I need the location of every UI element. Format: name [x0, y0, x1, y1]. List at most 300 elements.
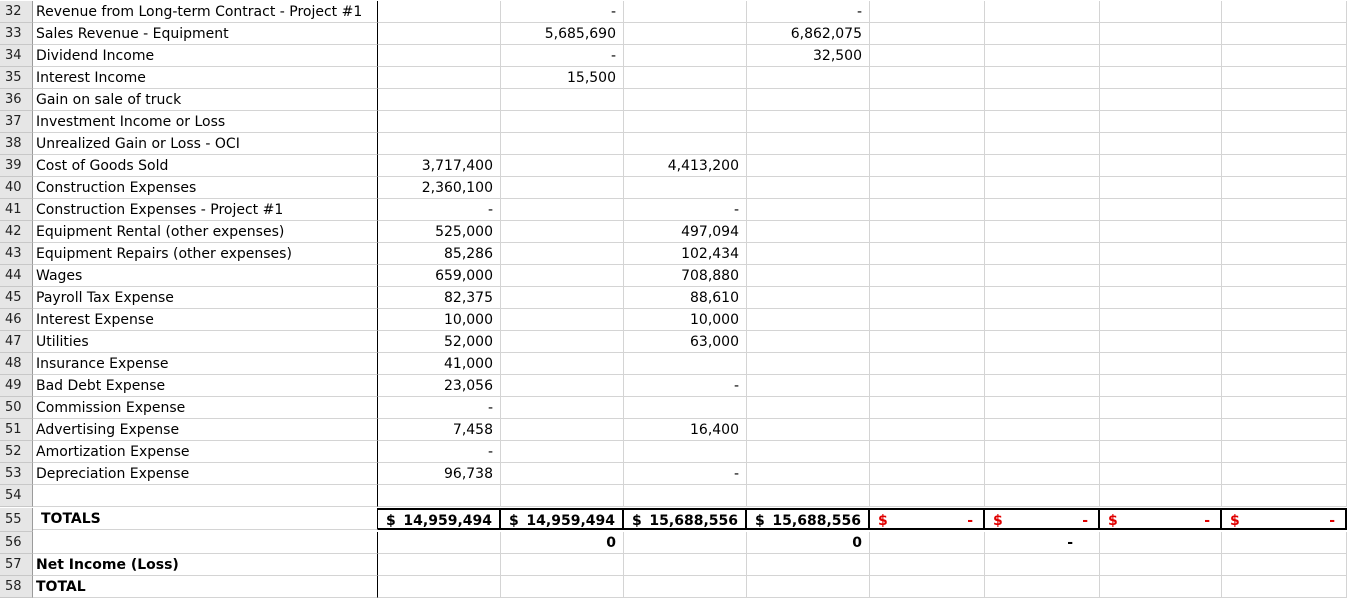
- value-cell[interactable]: [501, 331, 624, 353]
- currency-symbol: $: [386, 513, 396, 529]
- row-header[interactable]: 54: [0, 485, 33, 507]
- row-label[interactable]: Utilities: [33, 331, 378, 353]
- empty-cell[interactable]: [747, 576, 870, 598]
- value-cell[interactable]: [501, 177, 624, 199]
- value-cell[interactable]: 41,000: [378, 353, 501, 375]
- empty-cell[interactable]: [1100, 375, 1222, 397]
- value-cell[interactable]: [378, 1, 501, 23]
- empty-cell[interactable]: [985, 45, 1100, 67]
- empty-cell[interactable]: [1100, 576, 1222, 598]
- empty-cell[interactable]: [378, 485, 501, 507]
- value-cell[interactable]: 10,000: [624, 309, 747, 331]
- totals-label[interactable]: TOTALS: [33, 508, 378, 530]
- empty-cell[interactable]: [870, 485, 985, 507]
- value-cell[interactable]: [501, 155, 624, 177]
- empty-cell[interactable]: [985, 353, 1100, 375]
- value-cell[interactable]: 5,685,690: [501, 23, 624, 45]
- value-cell[interactable]: 4,413,200: [624, 155, 747, 177]
- value-cell[interactable]: [501, 463, 624, 485]
- row-header[interactable]: 48: [0, 353, 33, 375]
- value-cell[interactable]: [747, 133, 870, 155]
- empty-cell[interactable]: [870, 265, 985, 287]
- empty-cell[interactable]: [1222, 419, 1347, 441]
- row-header[interactable]: 40: [0, 177, 33, 199]
- empty-cell[interactable]: [1222, 441, 1347, 463]
- empty-cell[interactable]: [985, 133, 1100, 155]
- total-cell-empty[interactable]: [985, 508, 1100, 530]
- row-label[interactable]: Equipment Repairs (other expenses): [33, 243, 378, 265]
- row-label[interactable]: [33, 485, 378, 507]
- empty-cell[interactable]: [378, 576, 501, 598]
- empty-cell[interactable]: [870, 397, 985, 419]
- total-label[interactable]: TOTAL: [33, 576, 378, 598]
- total-cell[interactable]: [747, 508, 870, 530]
- empty-cell[interactable]: [870, 23, 985, 45]
- currency-symbol: $: [509, 513, 519, 529]
- value-cell[interactable]: [501, 221, 624, 243]
- value-cell[interactable]: [501, 287, 624, 309]
- value-cell[interactable]: [747, 265, 870, 287]
- row-label[interactable]: Investment Income or Loss: [33, 111, 378, 133]
- value-cell[interactable]: [624, 133, 747, 155]
- value-cell[interactable]: 88,610: [624, 287, 747, 309]
- currency-symbol: $: [878, 513, 888, 529]
- total-cell-empty[interactable]: [1222, 508, 1347, 530]
- row-label[interactable]: Sales Revenue - Equipment: [33, 23, 378, 45]
- row-header[interactable]: 58: [0, 576, 33, 598]
- total-value: 15,688,556: [649, 513, 738, 529]
- empty-cell[interactable]: [985, 177, 1100, 199]
- row-header[interactable]: 42: [0, 221, 33, 243]
- empty-cell[interactable]: [1100, 221, 1222, 243]
- empty-cell[interactable]: [870, 463, 985, 485]
- value-cell[interactable]: [747, 375, 870, 397]
- value-cell[interactable]: [501, 375, 624, 397]
- empty-cell[interactable]: [985, 309, 1100, 331]
- empty-cell[interactable]: [1100, 309, 1222, 331]
- empty-cell[interactable]: [1100, 485, 1222, 507]
- empty-cell[interactable]: [1222, 155, 1347, 177]
- empty-cell[interactable]: [1100, 463, 1222, 485]
- value-cell[interactable]: [501, 441, 624, 463]
- row-label[interactable]: Interest Expense: [33, 309, 378, 331]
- empty-cell[interactable]: [870, 353, 985, 375]
- empty-cell[interactable]: [870, 576, 985, 598]
- empty-cell[interactable]: [985, 331, 1100, 353]
- value-cell[interactable]: 82,375: [378, 287, 501, 309]
- empty-cell[interactable]: [1222, 133, 1347, 155]
- empty-cell[interactable]: [501, 485, 624, 507]
- empty-cell[interactable]: [1100, 199, 1222, 221]
- empty-cell[interactable]: [624, 532, 747, 554]
- empty-cell[interactable]: [985, 243, 1100, 265]
- row-header[interactable]: 34: [0, 45, 33, 67]
- empty-cell[interactable]: [985, 485, 1100, 507]
- empty-cell[interactable]: [870, 111, 985, 133]
- row-header[interactable]: 38: [0, 133, 33, 155]
- empty-cell[interactable]: [1222, 309, 1347, 331]
- row-header[interactable]: 36: [0, 89, 33, 111]
- sheet-row: [0, 532, 1347, 554]
- value-cell[interactable]: [624, 111, 747, 133]
- empty-cell[interactable]: [870, 243, 985, 265]
- empty-cell[interactable]: [985, 441, 1100, 463]
- empty-cell[interactable]: [747, 554, 870, 576]
- value-cell[interactable]: -: [747, 1, 870, 23]
- row-header[interactable]: 51: [0, 419, 33, 441]
- empty-cell[interactable]: [985, 419, 1100, 441]
- row-label[interactable]: Dividend Income: [33, 45, 378, 67]
- value-cell[interactable]: 7,458: [378, 419, 501, 441]
- row-label[interactable]: [33, 532, 378, 554]
- empty-cell[interactable]: [1100, 111, 1222, 133]
- row-header[interactable]: 56: [0, 532, 33, 554]
- value-cell[interactable]: [501, 309, 624, 331]
- sheet-row: [0, 485, 1347, 507]
- value-cell[interactable]: 85,286: [378, 243, 501, 265]
- value-cell[interactable]: [501, 265, 624, 287]
- value-cell[interactable]: [378, 45, 501, 67]
- empty-cell[interactable]: [870, 375, 985, 397]
- row-header[interactable]: 41: [0, 199, 33, 221]
- value-cell[interactable]: 63,000: [624, 331, 747, 353]
- value-cell[interactable]: [624, 177, 747, 199]
- value-cell[interactable]: 23,056: [378, 375, 501, 397]
- row-header[interactable]: 32: [0, 1, 33, 23]
- value-cell[interactable]: 10,000: [378, 309, 501, 331]
- value-cell[interactable]: [501, 243, 624, 265]
- row-label[interactable]: Commission Expense: [33, 397, 378, 419]
- value-cell[interactable]: [378, 67, 501, 89]
- value-cell[interactable]: -: [624, 375, 747, 397]
- row-header[interactable]: 49: [0, 375, 33, 397]
- empty-cell[interactable]: [870, 309, 985, 331]
- row-label[interactable]: Payroll Tax Expense: [33, 287, 378, 309]
- empty-cell[interactable]: [985, 397, 1100, 419]
- empty-cell[interactable]: [1100, 45, 1222, 67]
- empty-cell[interactable]: [985, 1, 1100, 23]
- empty-cell[interactable]: [1222, 67, 1347, 89]
- value-cell[interactable]: 52,000: [378, 331, 501, 353]
- empty-cell[interactable]: [1100, 243, 1222, 265]
- row-label[interactable]: Bad Debt Expense: [33, 375, 378, 397]
- value-cell[interactable]: 32,500: [747, 45, 870, 67]
- empty-cell[interactable]: [1100, 353, 1222, 375]
- empty-cell[interactable]: [985, 576, 1100, 598]
- empty-cell[interactable]: [1222, 199, 1347, 221]
- row-header[interactable]: 45: [0, 287, 33, 309]
- value-cell[interactable]: [501, 199, 624, 221]
- value-cell[interactable]: 659,000: [378, 265, 501, 287]
- value-cell[interactable]: [747, 397, 870, 419]
- empty-cell[interactable]: [1222, 375, 1347, 397]
- value-cell[interactable]: -: [501, 1, 624, 23]
- row-label[interactable]: Construction Expenses - Project #1: [33, 199, 378, 221]
- empty-cell[interactable]: [1222, 397, 1347, 419]
- empty-cell[interactable]: [1100, 23, 1222, 45]
- value-cell[interactable]: 525,000: [378, 221, 501, 243]
- value-cell[interactable]: 15,500: [501, 67, 624, 89]
- value-cell[interactable]: [624, 1, 747, 23]
- value-cell[interactable]: [747, 221, 870, 243]
- empty-cell[interactable]: [870, 554, 985, 576]
- empty-cell[interactable]: [985, 554, 1100, 576]
- empty-cell[interactable]: [985, 221, 1100, 243]
- row-header[interactable]: 53: [0, 463, 33, 485]
- empty-cell[interactable]: [985, 155, 1100, 177]
- empty-cell[interactable]: [870, 441, 985, 463]
- sheet-row: [0, 199, 1347, 221]
- total-cell-empty[interactable]: [1100, 508, 1222, 530]
- empty-cell[interactable]: [1100, 397, 1222, 419]
- empty-cell[interactable]: [501, 554, 624, 576]
- row-header[interactable]: 35: [0, 67, 33, 89]
- value-cell[interactable]: [501, 89, 624, 111]
- empty-cell[interactable]: [985, 67, 1100, 89]
- row-label[interactable]: Revenue from Long-term Contract - Project #1: [33, 1, 378, 23]
- empty-cell[interactable]: [1100, 419, 1222, 441]
- sheet-row: [0, 353, 1347, 375]
- row-header[interactable]: 47: [0, 331, 33, 353]
- value-cell[interactable]: [747, 111, 870, 133]
- value-cell[interactable]: [501, 419, 624, 441]
- currency-symbol: $: [993, 513, 1003, 529]
- currency-symbol: $: [1230, 513, 1240, 529]
- total-value: 14,959,494: [403, 513, 492, 529]
- sheet-row: [0, 243, 1347, 265]
- empty-cell[interactable]: [870, 331, 985, 353]
- value-cell[interactable]: [501, 133, 624, 155]
- sheet-row: [0, 111, 1347, 133]
- sheet-row: [0, 67, 1347, 89]
- dash-value: -: [1329, 513, 1335, 529]
- value-cell[interactable]: -: [501, 45, 624, 67]
- value-cell[interactable]: 16,400: [624, 419, 747, 441]
- empty-cell[interactable]: [1222, 243, 1347, 265]
- value-cell[interactable]: [378, 111, 501, 133]
- value-cell[interactable]: -: [378, 397, 501, 419]
- empty-cell[interactable]: [870, 221, 985, 243]
- row-label[interactable]: Construction Expenses: [33, 177, 378, 199]
- empty-cell[interactable]: [1222, 265, 1347, 287]
- empty-cell[interactable]: [1100, 287, 1222, 309]
- empty-cell[interactable]: [870, 1, 985, 23]
- empty-cell[interactable]: [985, 375, 1100, 397]
- row-header[interactable]: 50: [0, 397, 33, 419]
- value-cell[interactable]: -: [378, 199, 501, 221]
- empty-cell[interactable]: [870, 532, 985, 554]
- value-cell[interactable]: [747, 331, 870, 353]
- empty-cell[interactable]: [1100, 532, 1222, 554]
- empty-cell[interactable]: [870, 177, 985, 199]
- value-cell[interactable]: [747, 463, 870, 485]
- empty-cell[interactable]: [1100, 89, 1222, 111]
- empty-cell[interactable]: [1222, 111, 1347, 133]
- value-cell[interactable]: [624, 89, 747, 111]
- empty-cell[interactable]: [1100, 155, 1222, 177]
- empty-cell[interactable]: [378, 532, 501, 554]
- value-cell[interactable]: [378, 89, 501, 111]
- row-label[interactable]: Cost of Goods Sold: [33, 155, 378, 177]
- empty-cell[interactable]: [985, 463, 1100, 485]
- value-cell[interactable]: 96,738: [378, 463, 501, 485]
- row-header[interactable]: 57: [0, 554, 33, 576]
- currency-symbol: $: [632, 513, 642, 529]
- row-label[interactable]: Depreciation Expense: [33, 463, 378, 485]
- empty-cell[interactable]: [985, 287, 1100, 309]
- empty-cell[interactable]: [1100, 1, 1222, 23]
- empty-cell[interactable]: [985, 111, 1100, 133]
- empty-cell[interactable]: [378, 554, 501, 576]
- value-cell[interactable]: [747, 67, 870, 89]
- row-header[interactable]: 55: [0, 508, 33, 532]
- value-cell[interactable]: [747, 353, 870, 375]
- empty-cell[interactable]: [1222, 463, 1347, 485]
- value-cell[interactable]: [747, 199, 870, 221]
- total-cell-empty[interactable]: [870, 508, 985, 530]
- empty-cell[interactable]: [624, 485, 747, 507]
- total-cell[interactable]: [624, 508, 747, 530]
- empty-cell[interactable]: [1222, 485, 1347, 507]
- empty-cell[interactable]: [985, 199, 1100, 221]
- currency-symbol: $: [1108, 513, 1118, 529]
- row-label[interactable]: Equipment Rental (other expenses): [33, 221, 378, 243]
- value-cell[interactable]: [747, 89, 870, 111]
- row-header[interactable]: 46: [0, 309, 33, 331]
- empty-cell[interactable]: [985, 89, 1100, 111]
- dash-value: -: [967, 513, 973, 529]
- row-label[interactable]: Wages: [33, 265, 378, 287]
- empty-cell[interactable]: [870, 89, 985, 111]
- value-cell[interactable]: 3,717,400: [378, 155, 501, 177]
- empty-cell[interactable]: [1222, 554, 1347, 576]
- value-cell[interactable]: [501, 397, 624, 419]
- row-label[interactable]: Unrealized Gain or Loss - OCI: [33, 133, 378, 155]
- value-cell[interactable]: [624, 23, 747, 45]
- value-cell[interactable]: 497,094: [624, 221, 747, 243]
- dash-value: -: [1082, 513, 1088, 529]
- value-cell[interactable]: [501, 353, 624, 375]
- value-cell[interactable]: -: [624, 463, 747, 485]
- empty-cell[interactable]: [870, 45, 985, 67]
- value-cell[interactable]: -: [624, 199, 747, 221]
- difference-cell[interactable]: 0: [501, 532, 624, 554]
- empty-cell[interactable]: [1100, 265, 1222, 287]
- empty-cell[interactable]: [1222, 45, 1347, 67]
- empty-cell[interactable]: [1222, 1, 1347, 23]
- row-header[interactable]: 52: [0, 441, 33, 463]
- row-label[interactable]: Amortization Expense: [33, 441, 378, 463]
- total-cell[interactable]: [501, 508, 624, 530]
- empty-cell[interactable]: [1100, 441, 1222, 463]
- empty-cell[interactable]: [1222, 287, 1347, 309]
- value-cell[interactable]: [624, 45, 747, 67]
- empty-cell[interactable]: [985, 265, 1100, 287]
- row-header[interactable]: 39: [0, 155, 33, 177]
- row-label[interactable]: Advertising Expense: [33, 419, 378, 441]
- value-cell[interactable]: [747, 243, 870, 265]
- difference-cell[interactable]: 0: [747, 532, 870, 554]
- sheet-row: [0, 45, 1347, 67]
- value-cell[interactable]: [624, 397, 747, 419]
- value-cell[interactable]: 2,360,100: [378, 177, 501, 199]
- empty-cell[interactable]: [1222, 532, 1347, 554]
- empty-cell[interactable]: [1100, 133, 1222, 155]
- empty-cell[interactable]: [1222, 23, 1347, 45]
- empty-cell[interactable]: [870, 287, 985, 309]
- value-cell[interactable]: [747, 287, 870, 309]
- empty-cell[interactable]: [624, 576, 747, 598]
- empty-cell[interactable]: [870, 419, 985, 441]
- row-label[interactable]: Interest Income: [33, 67, 378, 89]
- row-label[interactable]: Gain on sale of truck: [33, 89, 378, 111]
- empty-cell[interactable]: [747, 485, 870, 507]
- sheet-row: [0, 508, 1347, 532]
- empty-cell[interactable]: [1100, 177, 1222, 199]
- empty-cell[interactable]: [1222, 177, 1347, 199]
- sheet-row: [0, 576, 1347, 598]
- total-value: 14,959,494: [526, 513, 615, 529]
- value-cell[interactable]: [624, 353, 747, 375]
- sheet-row: [0, 554, 1347, 576]
- value-cell[interactable]: 6,862,075: [747, 23, 870, 45]
- value-cell[interactable]: [747, 309, 870, 331]
- value-cell[interactable]: [624, 67, 747, 89]
- empty-cell[interactable]: [1222, 221, 1347, 243]
- sheet-row: [0, 309, 1347, 331]
- empty-cell[interactable]: [870, 133, 985, 155]
- empty-cell[interactable]: [1222, 89, 1347, 111]
- empty-cell[interactable]: [870, 199, 985, 221]
- row-header[interactable]: 37: [0, 111, 33, 133]
- row-header[interactable]: 44: [0, 265, 33, 287]
- value-cell[interactable]: [747, 441, 870, 463]
- row-header[interactable]: 43: [0, 243, 33, 265]
- net-income-label[interactable]: Net Income (Loss): [33, 554, 378, 576]
- empty-cell[interactable]: [985, 23, 1100, 45]
- empty-cell[interactable]: [1100, 67, 1222, 89]
- sheet-row: [0, 419, 1347, 441]
- value-cell[interactable]: 708,880: [624, 265, 747, 287]
- value-cell[interactable]: [624, 441, 747, 463]
- sheet-row: [0, 133, 1347, 155]
- value-cell[interactable]: 102,434: [624, 243, 747, 265]
- value-cell[interactable]: [747, 155, 870, 177]
- sheet-row: [0, 221, 1347, 243]
- empty-cell[interactable]: [1222, 576, 1347, 598]
- value-cell[interactable]: -: [378, 441, 501, 463]
- difference-cell[interactable]: -: [985, 532, 1100, 554]
- empty-cell[interactable]: [1100, 331, 1222, 353]
- empty-cell[interactable]: [1222, 353, 1347, 375]
- value-cell[interactable]: [747, 419, 870, 441]
- row-header[interactable]: 33: [0, 23, 33, 45]
- empty-cell[interactable]: [870, 155, 985, 177]
- sheet-row: [0, 287, 1347, 309]
- value-cell[interactable]: [378, 23, 501, 45]
- empty-cell[interactable]: [624, 554, 747, 576]
- value-cell[interactable]: [501, 111, 624, 133]
- value-cell[interactable]: [747, 177, 870, 199]
- row-label[interactable]: Insurance Expense: [33, 353, 378, 375]
- sheet-row: [0, 441, 1347, 463]
- empty-cell[interactable]: [501, 576, 624, 598]
- empty-cell[interactable]: [870, 67, 985, 89]
- total-cell[interactable]: [378, 508, 501, 530]
- empty-cell[interactable]: [1100, 554, 1222, 576]
- empty-cell[interactable]: [1222, 331, 1347, 353]
- value-cell[interactable]: [378, 133, 501, 155]
